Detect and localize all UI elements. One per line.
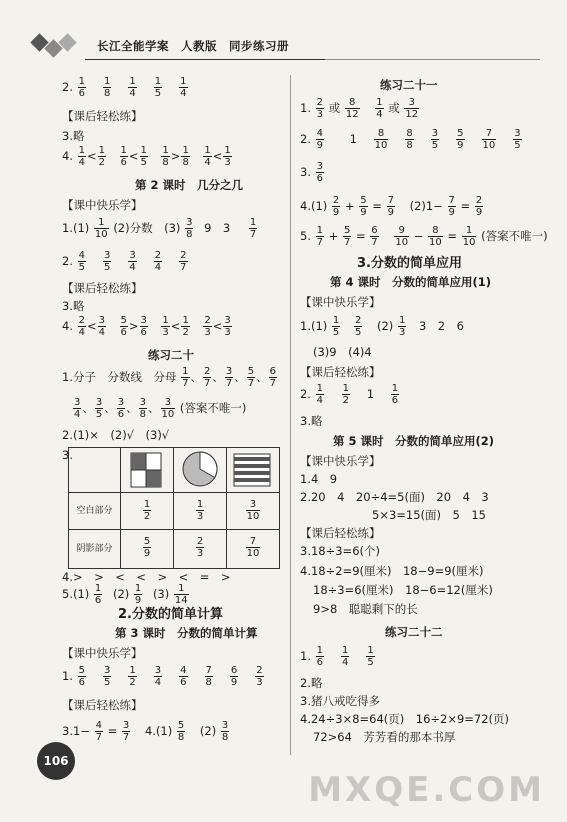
fraction: $\frac{3}{10}$	[161, 397, 175, 420]
fraction: $\frac{3}{5}$	[514, 128, 521, 151]
fraction: $\frac{6}{7}$	[371, 225, 378, 248]
fraction: $\frac{1}{7}$	[249, 217, 257, 240]
question-number: 3.	[62, 448, 73, 462]
fraction: $\frac{1}{6}$	[316, 645, 324, 668]
watermark-logo: MXQE.COM	[308, 770, 545, 810]
answer-text: (2)	[376, 319, 394, 333]
fraction	[341, 383, 351, 406]
fraction: $\frac{3}{6}$	[316, 161, 324, 184]
comparison-sign: <	[212, 319, 223, 333]
fraction	[142, 499, 152, 522]
answer-line	[300, 195, 484, 218]
fraction: $\frac{3}{4}$	[154, 665, 162, 688]
answer-line: 5×3=15(面) 5 15	[372, 508, 486, 522]
question-number: 1.(1)	[62, 221, 90, 235]
fraction	[220, 720, 230, 743]
fraction: $\frac{9}{10}$	[395, 225, 409, 248]
fraction	[315, 97, 325, 120]
fraction	[195, 499, 205, 522]
fraction	[331, 195, 341, 218]
fraction: $\frac{1}{5}$	[140, 145, 147, 168]
row-label: 阴影部分	[69, 530, 121, 568]
answer-line	[62, 217, 258, 240]
answer-text: 1	[349, 132, 357, 146]
fraction: $\frac{5}{7}$	[247, 366, 255, 389]
fraction	[403, 97, 420, 120]
answer-line: 4.> > < < > < = >	[62, 570, 231, 584]
fraction: $\frac{1}{6}$	[78, 76, 86, 99]
fraction	[386, 195, 396, 218]
fraction-list: $\frac{3}{4}$ 、 $\frac{3}{5}$ 、 $\frac{3}{6}$ 、 $\frac{3}{8}$ 、 $\frac{3}{10}$	[74, 397, 175, 420]
section-label: 【课中快乐学】	[300, 295, 381, 309]
question-number: 2.	[62, 254, 73, 268]
fraction: $\frac{1}{3}$	[162, 315, 169, 338]
answer-line: 3.略	[62, 129, 85, 143]
comparison-sign: <	[128, 149, 139, 163]
answer-line: 3.略	[300, 414, 323, 428]
question-number: 2.	[300, 387, 311, 401]
fraction: $\frac{1}{8}$	[104, 76, 111, 99]
question-number: 4.	[62, 149, 73, 163]
fraction	[315, 128, 340, 151]
fraction: $\frac{2}{5}$	[354, 315, 362, 338]
fraction: $\frac{1}{3}$	[224, 145, 231, 168]
fraction	[133, 583, 143, 606]
answer-text: 4.(1)	[144, 724, 173, 738]
fraction: $\frac{1}{4}$	[204, 145, 211, 168]
comparison-sign: >	[128, 319, 139, 333]
answer-line: 3.18÷3=6(个)	[300, 544, 380, 558]
fraction: $\frac{1}{9}$	[134, 583, 142, 606]
fraction	[93, 217, 110, 240]
page-number-badge: 106	[37, 742, 75, 780]
fraction: $\frac{3}{4}$	[98, 315, 106, 338]
answer-text: (3)	[152, 587, 170, 601]
fraction: $\frac{1}{3}$	[398, 315, 406, 338]
fraction: $\frac{1}{2}$	[143, 499, 151, 522]
fraction	[358, 195, 368, 218]
section-label: 【课中快乐学】	[300, 454, 381, 468]
answer-line	[62, 145, 244, 168]
table-cell	[174, 448, 227, 493]
fraction	[353, 315, 363, 338]
answer-line: 72>64 芳芳看的那本书厚	[313, 730, 456, 744]
answer-text: =	[460, 199, 471, 213]
fraction: $\frac{2}{7}$	[204, 366, 211, 389]
fraction: $\frac{3}{7}$	[122, 720, 130, 743]
fraction: $\frac{1}{2}$	[182, 315, 189, 338]
table-cell	[69, 448, 121, 493]
fraction	[315, 225, 325, 248]
section-label: 【课后轻松练】	[62, 109, 143, 123]
answer-line: (3)9 (4)4	[313, 345, 372, 359]
section-title: 2.分数的简单计算	[118, 607, 223, 622]
answer-text: +	[344, 199, 355, 213]
fraction-list	[373, 128, 538, 151]
fraction: $\frac{3}{10}$	[246, 499, 260, 522]
fraction: $\frac{1}{5}$	[367, 645, 374, 668]
answer-line: 1.4 9	[300, 472, 338, 486]
fraction: $\frac{1}{2}$	[98, 145, 106, 168]
fraction	[94, 720, 104, 743]
fraction-list	[77, 665, 280, 688]
fraction: $\frac{5}{9}$	[360, 195, 367, 218]
fraction: $\frac{2}{4}$	[78, 315, 86, 338]
fraction	[344, 97, 361, 120]
fraction: $\frac{1}{8}$	[162, 145, 169, 168]
lesson-title: 第 3 课时 分数的简单计算	[115, 626, 258, 640]
fraction	[390, 383, 400, 406]
table-cell	[121, 493, 174, 530]
fraction	[176, 720, 186, 743]
fraction: $\frac{3}{5}$	[104, 250, 111, 273]
answer-line: 2.(1)× (2)√ (3)√	[62, 428, 170, 442]
fraction: $\frac{1}{4}$	[376, 97, 383, 120]
fraction	[427, 225, 444, 248]
fraction: $\frac{5}{6}$	[120, 315, 127, 338]
answer-text: 4.(1)	[300, 199, 328, 213]
table-cell	[121, 530, 174, 568]
fraction: $\frac{2}{9}$	[475, 195, 483, 218]
answer-line	[300, 225, 548, 248]
fraction	[315, 161, 325, 184]
answer-line: 2.20 4 20÷4=5(面) 20 4 3	[300, 490, 489, 504]
fraction: $\frac{1}{5}$	[154, 76, 162, 99]
answer-text: (2)分数 (3)	[113, 221, 181, 235]
lesson-title: 第 2 课时 几分之几	[135, 178, 244, 192]
answer-text: 1.分子 分数线 分母	[62, 370, 177, 384]
answer-line: 2.略	[300, 676, 323, 690]
comparison-sign: <	[170, 319, 181, 333]
fraction	[369, 225, 379, 248]
exercise-title: 练习二十一	[380, 78, 438, 92]
fraction-list	[315, 645, 391, 668]
fraction	[374, 97, 384, 120]
fraction: $\frac{3}{6}$	[140, 315, 147, 338]
header-rule	[85, 59, 325, 60]
answer-line: 4.18÷2=9(厘米) 18−9=9(厘米)	[300, 564, 484, 578]
fraction	[245, 499, 262, 522]
comparison-list	[77, 145, 245, 168]
fraction: $\frac{2}{4}$	[154, 250, 162, 273]
answer-line: 3.猪八戒吃得多	[300, 694, 380, 708]
answer-text: (2)1−	[409, 199, 443, 213]
fraction: $\frac{1}{2}$	[129, 665, 136, 688]
fraction	[184, 217, 194, 240]
fraction: $\frac{4}{7}$	[95, 720, 102, 743]
fraction: $\frac{1}{4}$	[180, 76, 187, 99]
answer-line	[300, 161, 325, 184]
answer-line	[62, 315, 244, 338]
question-number: 1.	[62, 669, 73, 683]
answer-note: (答案不唯一)	[481, 229, 548, 243]
answer-line: 9>8 聪聪剩下的长	[313, 602, 418, 616]
fraction: $\frac{6}{9}$	[230, 665, 238, 688]
question-number: 1.	[300, 649, 311, 663]
comparison-sign: <	[87, 149, 97, 163]
fraction: $\frac{2}{3}$	[196, 536, 204, 559]
answer-line	[300, 315, 464, 338]
section-label: 【课后轻松练】	[62, 698, 143, 712]
fraction: $\frac{2}{3}$	[316, 97, 324, 120]
fraction	[245, 536, 262, 559]
table-cell	[227, 448, 279, 493]
answer-line	[72, 397, 246, 420]
fraction-list	[77, 76, 204, 99]
answer-line	[300, 97, 420, 120]
answer-line: 3.略	[62, 299, 85, 313]
fraction	[331, 315, 341, 338]
fraction: $\frac{8}{10}$	[374, 128, 388, 151]
fraction: $\frac{5}{8}$	[177, 720, 185, 743]
fraction-list	[77, 250, 204, 273]
fraction: $\frac{3}{4}$	[74, 397, 81, 420]
fraction	[393, 225, 410, 248]
circle-shape-icon	[174, 448, 226, 490]
comparison-sign: >	[170, 149, 181, 163]
fraction: $\frac{1}{10}$	[462, 225, 476, 248]
grid-shape-icon	[121, 448, 171, 490]
fraction: $\frac{2}{9}$	[332, 195, 340, 218]
answer-line	[62, 250, 204, 273]
fraction: $\frac{3}{8}$	[139, 397, 146, 420]
fraction	[195, 536, 205, 559]
answer-text: =	[356, 229, 366, 243]
table-cell	[121, 448, 174, 493]
answer-text: 3.1−	[62, 724, 90, 738]
fraction: $\frac{3}{7}$	[225, 366, 233, 389]
answer-note: (答案不唯一)	[179, 401, 247, 415]
row-label: 空白部分	[69, 493, 121, 530]
answer-line	[300, 128, 538, 151]
fraction: $\frac{7}{10}$	[246, 536, 260, 559]
question-number: 2.	[62, 80, 73, 94]
header-title: 长江全能学案 人教版 同步练习册	[97, 39, 289, 53]
fraction	[248, 217, 258, 240]
answer-text: =	[107, 724, 118, 738]
answer-text: +	[328, 229, 339, 243]
fraction: $\frac{7}{10}$	[482, 128, 496, 151]
fraction: $\frac{5}{9}$	[143, 536, 151, 559]
fraction: $\frac{1}{4}$	[342, 645, 349, 668]
table-cell	[227, 530, 279, 568]
fraction-list: $\frac{1}{7}$ 、 $\frac{2}{7}$ 、 $\frac{3}{7}$ 、 $\frac{5}{7}$ 、 $\frac{6}{7}$	[182, 366, 277, 389]
fraction: $\frac{4}{6}$	[180, 665, 187, 688]
answer-text: =	[447, 229, 458, 243]
fraction: $\frac{1}{2}$	[342, 383, 350, 406]
section-label: 【课后轻松练】	[300, 526, 381, 540]
fraction: $\frac{1}{4}$	[129, 76, 136, 99]
answer-text: (2)	[199, 724, 217, 738]
table-cell	[174, 530, 227, 568]
answer-text: 1	[366, 387, 375, 401]
fraction: $\frac{7}{9}$	[448, 195, 455, 218]
table-cell	[174, 493, 227, 530]
answer-text: −	[413, 229, 424, 243]
fraction	[315, 383, 325, 406]
fraction: $\frac{3}{5}$	[104, 665, 111, 688]
fraction: $\frac{4}{5}$	[78, 250, 86, 273]
answer-line: 18÷3=6(厘米) 18−6=12(厘米)	[313, 583, 493, 597]
question-number: 5.	[300, 229, 311, 243]
answer-text: 9 3	[204, 221, 231, 235]
question-number: 5.(1)	[62, 587, 90, 601]
lesson-title: 第 5 课时 分数的简单应用(2)	[333, 434, 495, 448]
question-number: 2.	[300, 132, 311, 146]
fraction: $\frac{1}{10}$	[94, 217, 108, 240]
fraction	[142, 536, 152, 559]
fraction	[173, 583, 190, 606]
page-header	[25, 30, 540, 62]
fraction: $\frac{2}{7}$	[180, 250, 187, 273]
section-label: 【课后轻松练】	[62, 281, 143, 295]
section-label: 【课中快乐学】	[62, 198, 143, 212]
fraction: $\frac{3}{6}$	[117, 397, 125, 420]
fraction	[121, 720, 131, 743]
exercise-title: 练习二十二	[385, 625, 443, 639]
fraction: $\frac{1}{3}$	[196, 499, 204, 522]
fraction: $\frac{4}{9}$	[316, 128, 324, 151]
question-number: 3.	[300, 165, 311, 179]
exercise-title: 练习二十	[148, 348, 194, 362]
fraction: $\frac{1}{5}$	[332, 315, 340, 338]
fraction: $\frac{2}{3}$	[204, 315, 211, 338]
fraction: $\frac{1}{4}$	[78, 145, 86, 168]
fraction: $\frac{3}{8}$	[186, 217, 193, 240]
fraction	[474, 195, 484, 218]
fraction: $\frac{1}{6}$	[94, 583, 102, 606]
column-divider	[290, 75, 291, 755]
fraction: $\frac{1}{8}$	[182, 145, 189, 168]
section-label: 【课中快乐学】	[62, 646, 143, 660]
question-number: 4.	[62, 319, 73, 333]
answer-line	[62, 366, 278, 389]
stripes-shape-icon	[227, 448, 277, 490]
section-title: 3.分数的简单应用	[357, 256, 462, 271]
answer-text: 或	[328, 101, 341, 115]
fraction: $\frac{8}{8}$	[406, 128, 413, 151]
answer-line	[300, 645, 391, 668]
fraction	[461, 225, 478, 248]
fraction: $\frac{1}{4}$	[316, 383, 324, 406]
fraction: $\frac{3}{4}$	[129, 250, 136, 273]
comparison-sign: <	[87, 319, 97, 333]
fraction: $\frac{3}{3}$	[224, 315, 231, 338]
answer-text: =	[372, 199, 382, 213]
answer-line: 4.24÷3×8=64(页) 16÷2×9=72(页)	[300, 712, 510, 726]
answer-text: 3 2 6	[418, 319, 464, 333]
answer-text: (2)	[112, 587, 130, 601]
fraction: $\frac{1}{6}$	[391, 383, 399, 406]
header-rule	[325, 59, 540, 60]
fraction	[342, 225, 352, 248]
fraction: $\frac{8}{12}$	[345, 97, 359, 120]
fraction	[447, 195, 457, 218]
fraction: $\frac{7}{9}$	[387, 195, 394, 218]
comparison-sign: <	[212, 149, 223, 163]
fraction: $\frac{6}{7}$	[269, 366, 277, 389]
question-number: 1.	[300, 101, 311, 115]
fraction: $\frac{8}{10}$	[429, 225, 442, 248]
fraction: $\frac{7}{8}$	[205, 665, 212, 688]
fraction: $\frac{1}{7}$	[316, 225, 324, 248]
answer-line	[62, 720, 230, 743]
fraction	[93, 583, 103, 606]
answer-line	[62, 76, 204, 99]
fraction: $\frac{5}{7}$	[343, 225, 351, 248]
fraction: $\frac{1}{7}$	[182, 366, 189, 389]
answer-line	[62, 665, 280, 688]
section-label: 【课后轻松练】	[300, 365, 381, 379]
answer-line	[300, 383, 400, 406]
fraction: $\frac{1}{6}$	[120, 145, 127, 168]
table-cell	[227, 493, 279, 530]
fraction: $\frac{3}{5}$	[431, 128, 439, 151]
fraction: $\frac{5}{6}$	[78, 665, 86, 688]
fraction: $\frac{5}{9}$	[457, 128, 464, 151]
answer-text: 1.(1)	[300, 319, 328, 333]
comparison-list	[77, 315, 245, 338]
answer-table	[68, 447, 280, 569]
lesson-title: 第 4 课时 分数的简单应用(1)	[330, 275, 492, 289]
fraction: $\frac{3}{5}$	[95, 397, 103, 420]
fraction: $\frac{3}{8}$	[221, 720, 229, 743]
fraction: $\frac{1}{14}$	[174, 583, 188, 606]
fraction: $\frac{3}{12}$	[405, 97, 419, 120]
fraction	[397, 315, 407, 338]
answer-text: 或	[388, 101, 400, 115]
fraction: $\frac{2}{3}$	[256, 665, 263, 688]
answer-line	[62, 583, 190, 606]
